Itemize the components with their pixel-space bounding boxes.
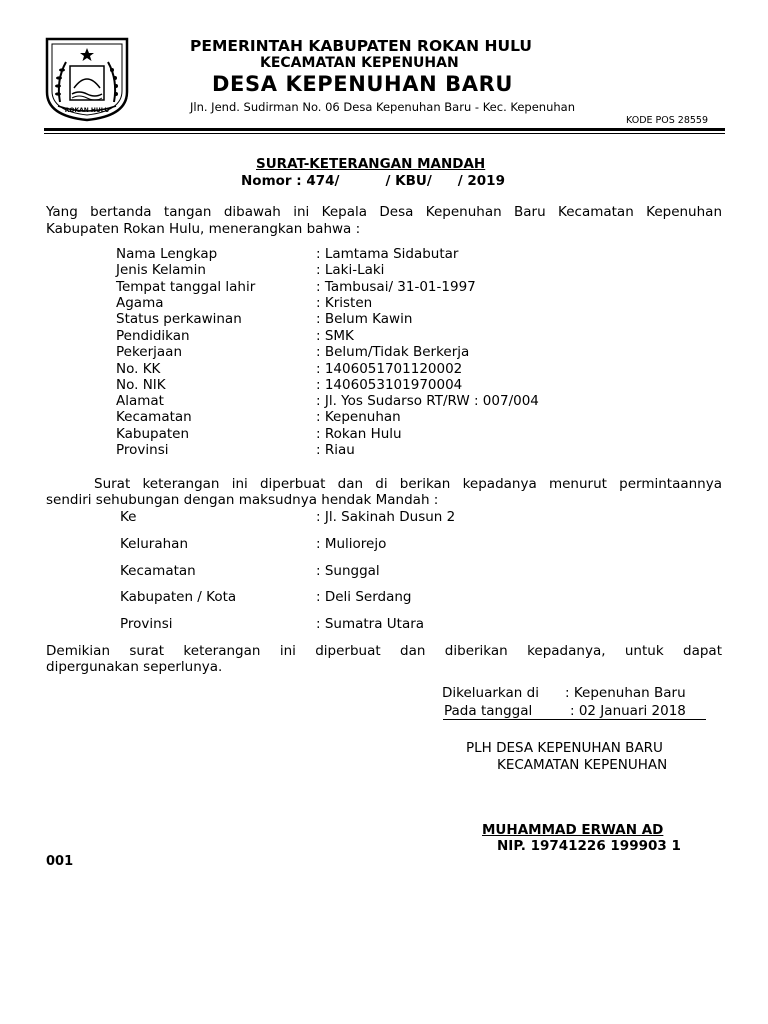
detail-label: Kecamatan	[116, 409, 192, 425]
purpose-line2: sendiri sehubungan dengan maksudnya hendak Mandah :	[46, 492, 439, 508]
issue-date-underline	[443, 719, 706, 720]
issue-date-label: Pada tanggal	[444, 703, 533, 719]
signature-role2: KECAMATAN KEPENUHAN	[497, 757, 668, 773]
detail-label: Alamat	[116, 393, 164, 409]
signature-role1: PLH DESA KEPENUHAN BARU	[466, 740, 663, 756]
detail-value: : Riau	[316, 442, 355, 458]
detail-label: Pendidikan	[116, 328, 190, 344]
destination-value: : Sunggal	[316, 563, 380, 579]
detail-value: : Laki-Laki	[316, 262, 385, 278]
detail-label: Provinsi	[116, 442, 169, 458]
number-mid: / KBU/	[385, 173, 432, 189]
detail-value: : 1406053101970004	[316, 377, 463, 393]
detail-value: : Kristen	[316, 295, 373, 311]
document-code: 001	[46, 854, 74, 869]
letter-title: SURAT-KETERANGAN MANDAH	[256, 156, 486, 172]
destination-label: Kabupaten / Kota	[120, 589, 237, 605]
header-address: Jln. Jend. Sudirman No. 06 Desa Kepenuhan Baru - Kec. Kepenuhan	[190, 100, 576, 114]
detail-label: Tempat tanggal lahir	[116, 279, 256, 295]
header-divider-thin	[44, 133, 725, 134]
signature-nip: NIP. 19741226 199903 1	[497, 838, 681, 854]
destination-label: Kecamatan	[120, 563, 196, 579]
closing-line1: Demikian surat keterangan ini diperbuat dan diberikan kepadanya, untuk dapat	[46, 643, 722, 659]
detail-label: Agama	[116, 295, 164, 311]
detail-value: : Lamtama Sidabutar	[316, 246, 459, 262]
detail-value: : SMK	[316, 328, 354, 344]
issue-date-value: : 02 Januari 2018	[570, 703, 686, 719]
header-postal: KODE POS 28559	[626, 115, 709, 126]
detail-label: Status perkawinan	[116, 311, 242, 327]
detail-value: : Jl. Yos Sudarso RT/RW : 007/004	[316, 393, 539, 409]
detail-label: No. NIK	[116, 377, 166, 393]
logo-text: ROKAN HULU	[64, 107, 110, 114]
signature-name: MUHAMMAD ERWAN AD	[482, 822, 664, 838]
destination-value: : Sumatra Utara	[316, 616, 425, 632]
destination-value: : Muliorejo	[316, 536, 387, 552]
detail-label: Jenis Kelamin	[116, 262, 206, 278]
number-prefix: Nomor : 474/	[241, 173, 340, 189]
detail-label: Nama Lengkap	[116, 246, 218, 262]
detail-value: : Belum Kawin	[316, 311, 413, 327]
detail-value: : 1406051701120002	[316, 361, 463, 377]
header-divider-thick	[44, 128, 725, 131]
detail-label: No. KK	[116, 361, 161, 377]
destination-label: Kelurahan	[120, 536, 189, 552]
intro-line2: Kabupaten Rokan Hulu, menerangkan bahwa :	[46, 221, 361, 237]
letter-number	[241, 173, 505, 189]
detail-value: : Rokan Hulu	[316, 426, 402, 442]
destination-label: Ke	[120, 509, 137, 525]
detail-label: Pekerjaan	[116, 344, 183, 360]
header-line1: PEMERINTAH KABUPATEN ROKAN HULU	[190, 37, 532, 55]
purpose-line1: Surat keterangan ini diperbuat dan di berikan kepadanya menurut permintaannya	[94, 476, 722, 492]
number-end: / 2019	[457, 173, 505, 189]
detail-label: Kabupaten	[116, 426, 190, 442]
destination-label: Provinsi	[120, 616, 173, 632]
header-line2: KECAMATAN KEPENUHAN	[260, 55, 459, 71]
detail-value: : Belum/Tidak Berkerja	[316, 344, 470, 360]
header-line3: DESA KEPENUHAN BARU	[212, 72, 514, 96]
destination-value: : Jl. Sakinah Dusun 2	[316, 509, 456, 525]
issue-place-value: : Kepenuhan Baru	[565, 685, 686, 701]
intro-line1: Yang bertanda tangan dibawah ini Kepala Desa Kepenuhan Baru Kecamatan Kepenuhan	[46, 204, 722, 220]
detail-value: : Kepenuhan	[316, 409, 401, 425]
regency-logo	[44, 36, 130, 122]
issue-place-label: Dikeluarkan di	[442, 685, 539, 701]
destination-value: : Deli Serdang	[316, 589, 412, 605]
detail-value: : Tambusai/ 31-01-1997	[316, 279, 476, 295]
closing-line2: dipergunakan seperlunya.	[46, 659, 223, 675]
